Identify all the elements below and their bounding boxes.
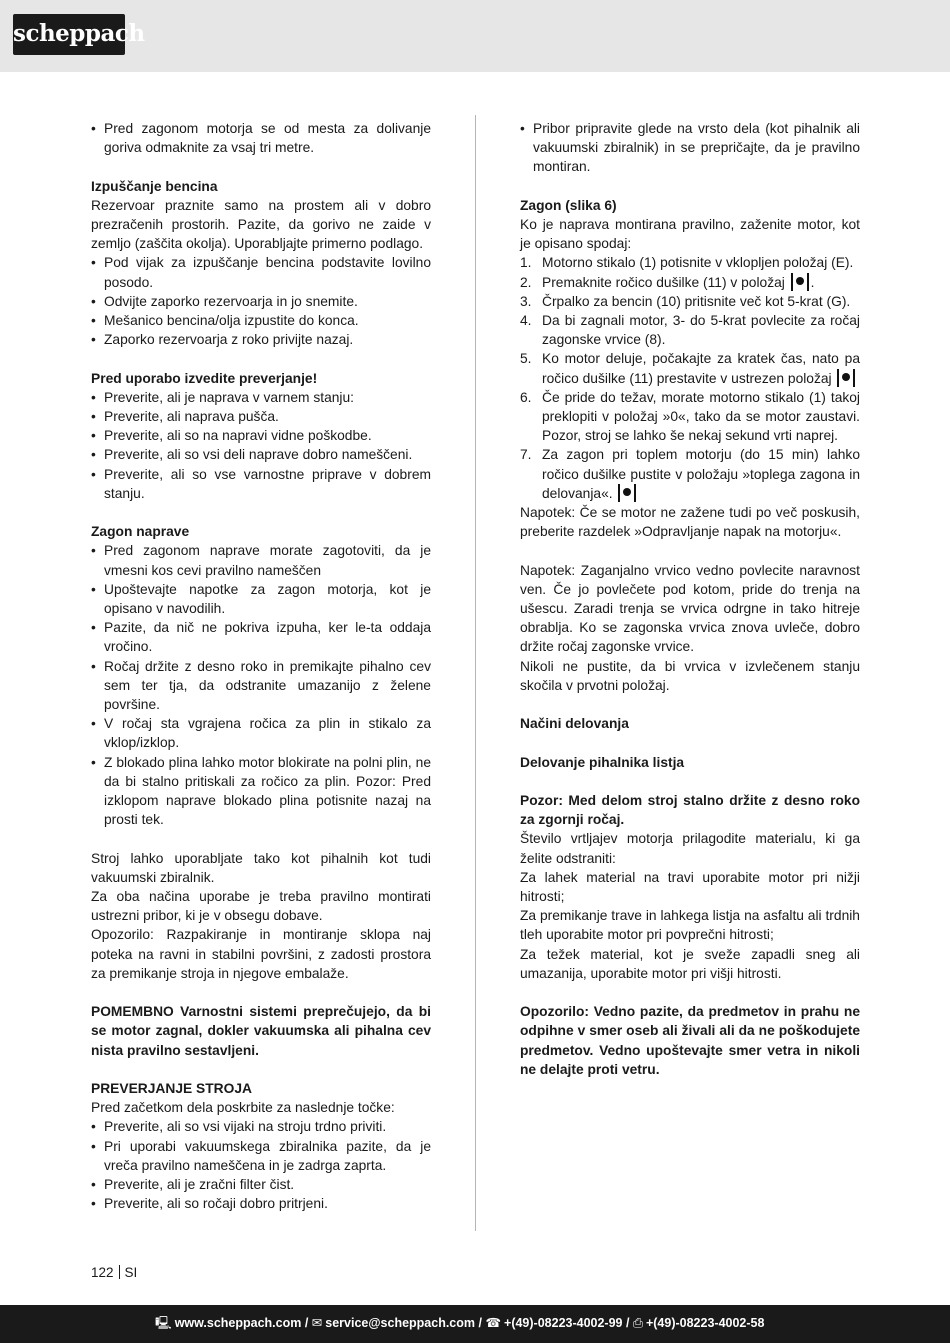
note-text-1: Napotek: Če se motor ne zažene tudi po več poskusih, preberite razdelek »Odpravljanje napak na motorju«. [520,505,860,540]
footer-separator: / [622,1316,633,1330]
zagon-steps [520,253,860,503]
list-item: • Preverite, ali so na napravi vidne poškodbe. [91,426,431,445]
step-item [520,273,860,292]
step-text: Za zagon pri toplem motorju (do 15 min) lahko ročico dušilke pustite v položaju »toplega zagona in delovanja«. [542,447,860,501]
list-item: • Preverite, ali so vse varnostne priprave v dobrem stanju. [91,465,431,503]
list-item: • Preverite, ali naprava pušča. [91,407,431,426]
list-item: • Z blokado plina lahko motor blokirate na polni plin, ne da bi stalno pritiskali za ročico za plin. Pozor: Pred izklopom naprave blokado plina potisnite nazaj na prosti tek. [91,753,431,830]
mail-icon: ✉ [311,1316,323,1330]
checks-list [91,388,431,503]
usage-text-2: Za oba načina uporabe je treba pravilno montirati ustrezni pribor, ki je v obsegu dobave. [91,889,431,924]
step-number: 5. [520,351,532,367]
page-footer [0,1305,950,1343]
speed-text-1: Število vrtljajev motorja prilagodite materialu, ki ga želite odstraniti: [520,831,860,866]
step-item [520,253,860,272]
list-item: • Ročaj držite z desno roko in premikajte pihalno cev sem ter tja, da odstranite umazanijo z želene površine. [91,657,431,715]
step-number: 2. [520,274,532,290]
footer-contacts [155,1305,764,1341]
section-heading-modes: Načini delovanja [520,716,629,732]
step-number: 6. [520,389,532,405]
list-item: • V ročaj sta vgrajena ročica za plin in stikalo za vklop/izklop. [91,714,431,752]
choke-open-icon [618,484,636,502]
speed-text-2: Za lahek material na travi uporabite motor pri nižji hitrosti; [520,869,860,905]
step-number: 7. [520,447,532,463]
phone-icon: ☎ [485,1316,502,1330]
scheppach-logo: scheppach [13,14,125,55]
choke-closed-icon [791,273,809,291]
zagon-text: Ko je naprava montirana pravilno, zaženite motor, kot je opisano spodaj: [520,217,860,252]
machine-check-text: Pred začetkom dela poskrbite za naslednje točke: [91,1100,395,1116]
footer-mail[interactable]: service@scheppach.com [325,1316,476,1330]
step-text: Črpalko za bencin (10) pritisnite več kot 5-krat (G). [542,293,851,309]
list-item: • Upoštevajte napotke za zagon motorja, kot je opisano v navodilih. [91,580,431,618]
list-item: • Preverite, ali so vsi deli naprave dobro nameščeni. [91,445,431,464]
footer-web[interactable]: www.scheppach.com [174,1316,302,1330]
list-item: • Preverite, ali je naprava v varnem stanju: [91,388,431,407]
usage-text-1: Stroj lahko uporabljate tako kot pihalnih kot tudi vakuumski zbiralnik. [91,850,431,885]
caution-text: Pozor: Med delom stroj stalno držite z desno roko za zgornji ročaj. [520,793,860,828]
drain-list [91,253,431,349]
note-text-3: Nikoli ne pustite, da bi vrvica v izvlečenem stanju skočila v prvotni položaj. [520,658,860,693]
list-item: • Pred zagonom motorja se od mesta za dolivanje goriva odmaknite za vsaj tri metre. [91,119,431,157]
step-text: Premaknite ročico dušilke (11) v položaj [542,274,785,290]
speed-text-4: Za težek material, kot je sveže zapadli sneg ali umazanija, uporabite motor pri višji hitrosti. [520,946,860,981]
step-text: Ko motor deluje, počakajte za kratek čas, nato pa ročico dušilke (11) prestavite v ustrezen položaj [542,351,860,386]
warning-text: Opozorilo: Vedno pazite, da predmetov in prahu ne odpihne v smer oseb ali živali ali da ne poškodujete predmetov. Vedno upoštevajte smer vetra in nikoli ne delajte proti vetru. [520,1004,860,1077]
computer-icon: 🖳 [155,1316,172,1330]
list-item: • Preverite, ali so ročaji dobro pritrjeni. [91,1194,431,1213]
section-heading-drain: Izpuščanje bencina [91,178,218,194]
choke-open-icon [837,369,855,387]
section-heading-blower: Delovanje pihalnika listja [520,754,685,770]
list-item: • Pred zagonom naprave morate zagotoviti, da je vmesni kos cevi pravilno nameščen [91,541,431,579]
step-item [520,349,860,387]
start-list [91,541,431,829]
list-item: • Pribor pripravite glede na vrsto dela (kot pihalnik ali vakuumski zbiralnik) in se prepričajte, da je pravilno montiran. [520,119,860,177]
left-column [91,119,431,1213]
step-item [520,292,860,311]
step-item [520,445,860,503]
section-heading-zagon: Zagon (slika 6) [520,197,617,213]
step-item [520,388,860,446]
list-item: • Preverite, ali so vsi vijaki na stroju trdno priviti. [91,1117,431,1136]
note-text-2: Napotek: Zaganjalno vrvico vedno povlecite naravnost ven. Če jo povlečete pod kotom, pride do trenja na ušescu. Zaradi trenja se vrvica odrgne in tako hitreje obrablja. Ko se zagonska vrvica znova uvleče, dobro držite ročaj zagonske vrvice. [520,562,860,655]
important-notice: POMEMBNO Varnostni sistemi preprečujejo, da bi se motor zagnal, dokler vakuumska ali pihalna cev nista pravilno sestavljeni. [91,1004,431,1058]
list-item: • Pod vijak za izpuščanje bencina podstavite lovilno posodo. [91,253,431,291]
footer-separator: / [475,1316,486,1330]
column-divider [475,115,476,1231]
list-item: • Pri uporabi vakuumskega zbiralnika pazite, da je vreča pravilno nameščena in je zadrga zaprta. [91,1137,431,1175]
page-language: SI [124,1265,138,1280]
step-item [520,311,860,349]
list-item: • Pazite, da nič ne pokriva izpuha, ker le-ta oddaja vročino. [91,618,431,656]
list-item: • Zaporko rezervoarja z roko privijte nazaj. [91,330,431,349]
footer-separator: / [301,1316,312,1330]
drain-text: Rezervoar praznite samo na prostem ali v dobro prezračenih prostorih. Pazite, da gorivo ne zaide v zemljo (zaščita okolja). Uporabljajte primerno podlago. [91,197,431,252]
page-number [91,1265,137,1280]
list-item: • Mešanico bencina/olja izpustite do konca. [91,311,431,330]
footer-fax: +(49)-08223-4002-58 [645,1316,765,1330]
usage-text-3: Opozorilo: Razpakiranje in montiranje sklopa naj poteka na ravni in stabilni površini, z zadosti prostora za premikanje stroja in njegove embalaže. [91,927,431,981]
right-column [520,119,860,1079]
page-number-separator [119,1265,120,1279]
footer-phone: +(49)-08223-4002-99 [504,1316,623,1330]
machine-check-list [91,1117,431,1213]
step-number: 4. [520,313,532,329]
fax-icon: ⎙ [632,1316,643,1330]
list-item: • Preverite, ali je zračni filter čist. [91,1175,431,1194]
section-heading-checks: Pred uporabo izvedite preverjanje! [91,370,318,386]
step-text: Motorno stikalo (1) potisnite v vklopljen položaj (E). [542,255,854,271]
intro-list [520,119,860,177]
section-heading-machine-check: PREVERJANJE STROJA [91,1081,253,1097]
page-header [0,0,950,72]
speed-text-3: Za premikanje trave in lahkega listja na asfaltu ali trdnih tleh uporabite motor pri povprečni hitrosti; [520,908,860,943]
step-text-after: . [810,274,815,290]
page-number-value: 122 [91,1265,114,1280]
section-heading-start: Zagon naprave [91,524,190,540]
list-item: • Odvijte zaporko rezervoarja in jo snemite. [91,292,431,311]
step-number: 1. [520,255,532,271]
intro-list [91,119,431,157]
step-text: Da bi zagnali motor, 3- do 5-krat povlecite za ročaj zagonske vrvice (8). [542,313,860,348]
step-number: 3. [520,293,532,309]
step-text: Če pride do težav, morate motorno stikalo (1) takoj preklopiti v položaj »0«, tako da se motor zaustavi. Pozor, stroj se lahko še nekaj sekund vrti naprej. [542,389,860,444]
